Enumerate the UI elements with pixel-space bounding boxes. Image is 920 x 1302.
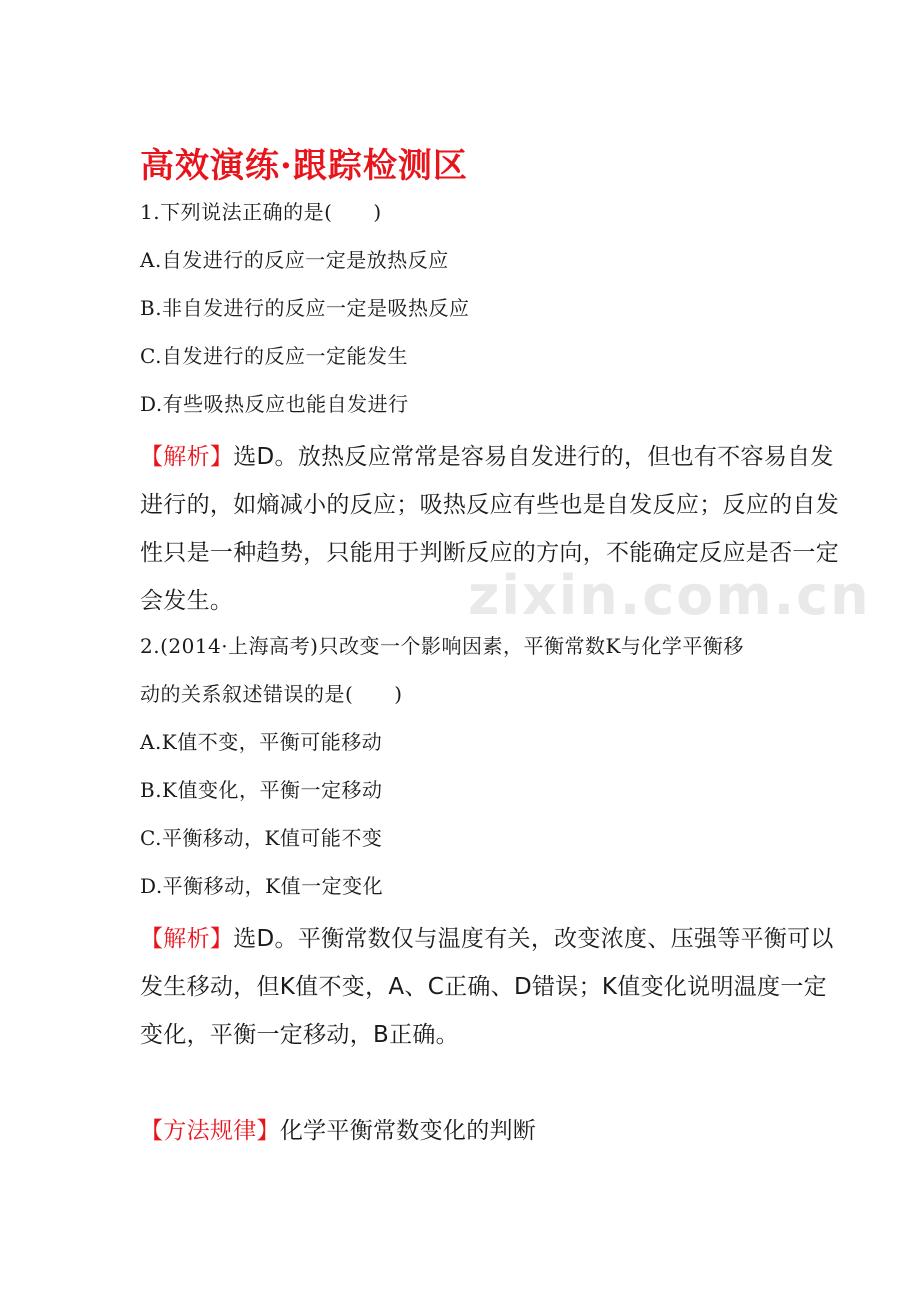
q2-option-d: D.平衡移动，K值一定变化 [140, 874, 384, 898]
method-line [140, 1112, 536, 1145]
q1-analysis-line-4: 会发生。 [140, 588, 234, 614]
q1-analysis-line-3: 性只是一种趋势，只能用于判断反应的方向，不能确定反应是否一定 [140, 540, 839, 566]
q1-analysis-line-1 [140, 438, 834, 471]
q2-option-a: A.K值不变，平衡可能移动 [140, 730, 383, 754]
q2-analysis-text-1: 选D。平衡常数仅与温度有关，改变浓度、压强等平衡可以 [233, 926, 834, 952]
q2-analysis-tag: 【解析】 [140, 926, 234, 952]
q1-option-d: D.有些吸热反应也能自发进行 [140, 392, 409, 416]
q2-stem-line-2: 动的关系叙述错误的是( ) [140, 682, 403, 706]
q2-analysis-line-3: 变化，平衡一定移动，B正确。 [140, 1022, 459, 1048]
q1-option-c: C.自发进行的反应一定能发生 [140, 344, 408, 368]
watermark: zixin.com.cn [468, 564, 871, 627]
q1-option-b: B.非自发进行的反应一定是吸热反应 [140, 296, 470, 320]
q1-analysis-text-1: 选D。放热反应常常是容易自发进行的，但也有不容易自发 [233, 444, 834, 470]
q2-stem-line-1: 2.(2014·上海高考)只改变一个影响因素，平衡常数K与化学平衡移 [140, 634, 744, 658]
method-text: 化学平衡常数变化的判断 [279, 1118, 537, 1144]
q2-option-c: C.平衡移动，K值可能不变 [140, 826, 383, 850]
q1-analysis-line-2: 进行的，如熵减小的反应；吸热反应有些也是自发反应；反应的自发 [140, 492, 839, 518]
q2-analysis-line-2: 发生移动，但K值不变，A、C正确、D错误；K值变化说明温度一定 [140, 974, 827, 1000]
q2-analysis-line-1 [140, 920, 834, 953]
method-tag: 【方法规律】 [140, 1118, 280, 1144]
q1-stem: 1.下列说法正确的是( ) [140, 200, 382, 224]
q2-option-b: B.K值变化，平衡一定移动 [140, 778, 383, 802]
q1-analysis-tag: 【解析】 [140, 444, 234, 470]
q1-option-a: A.自发进行的反应一定是放热反应 [140, 248, 449, 272]
section-title: 高效演练·跟踪检测区 [140, 146, 468, 186]
